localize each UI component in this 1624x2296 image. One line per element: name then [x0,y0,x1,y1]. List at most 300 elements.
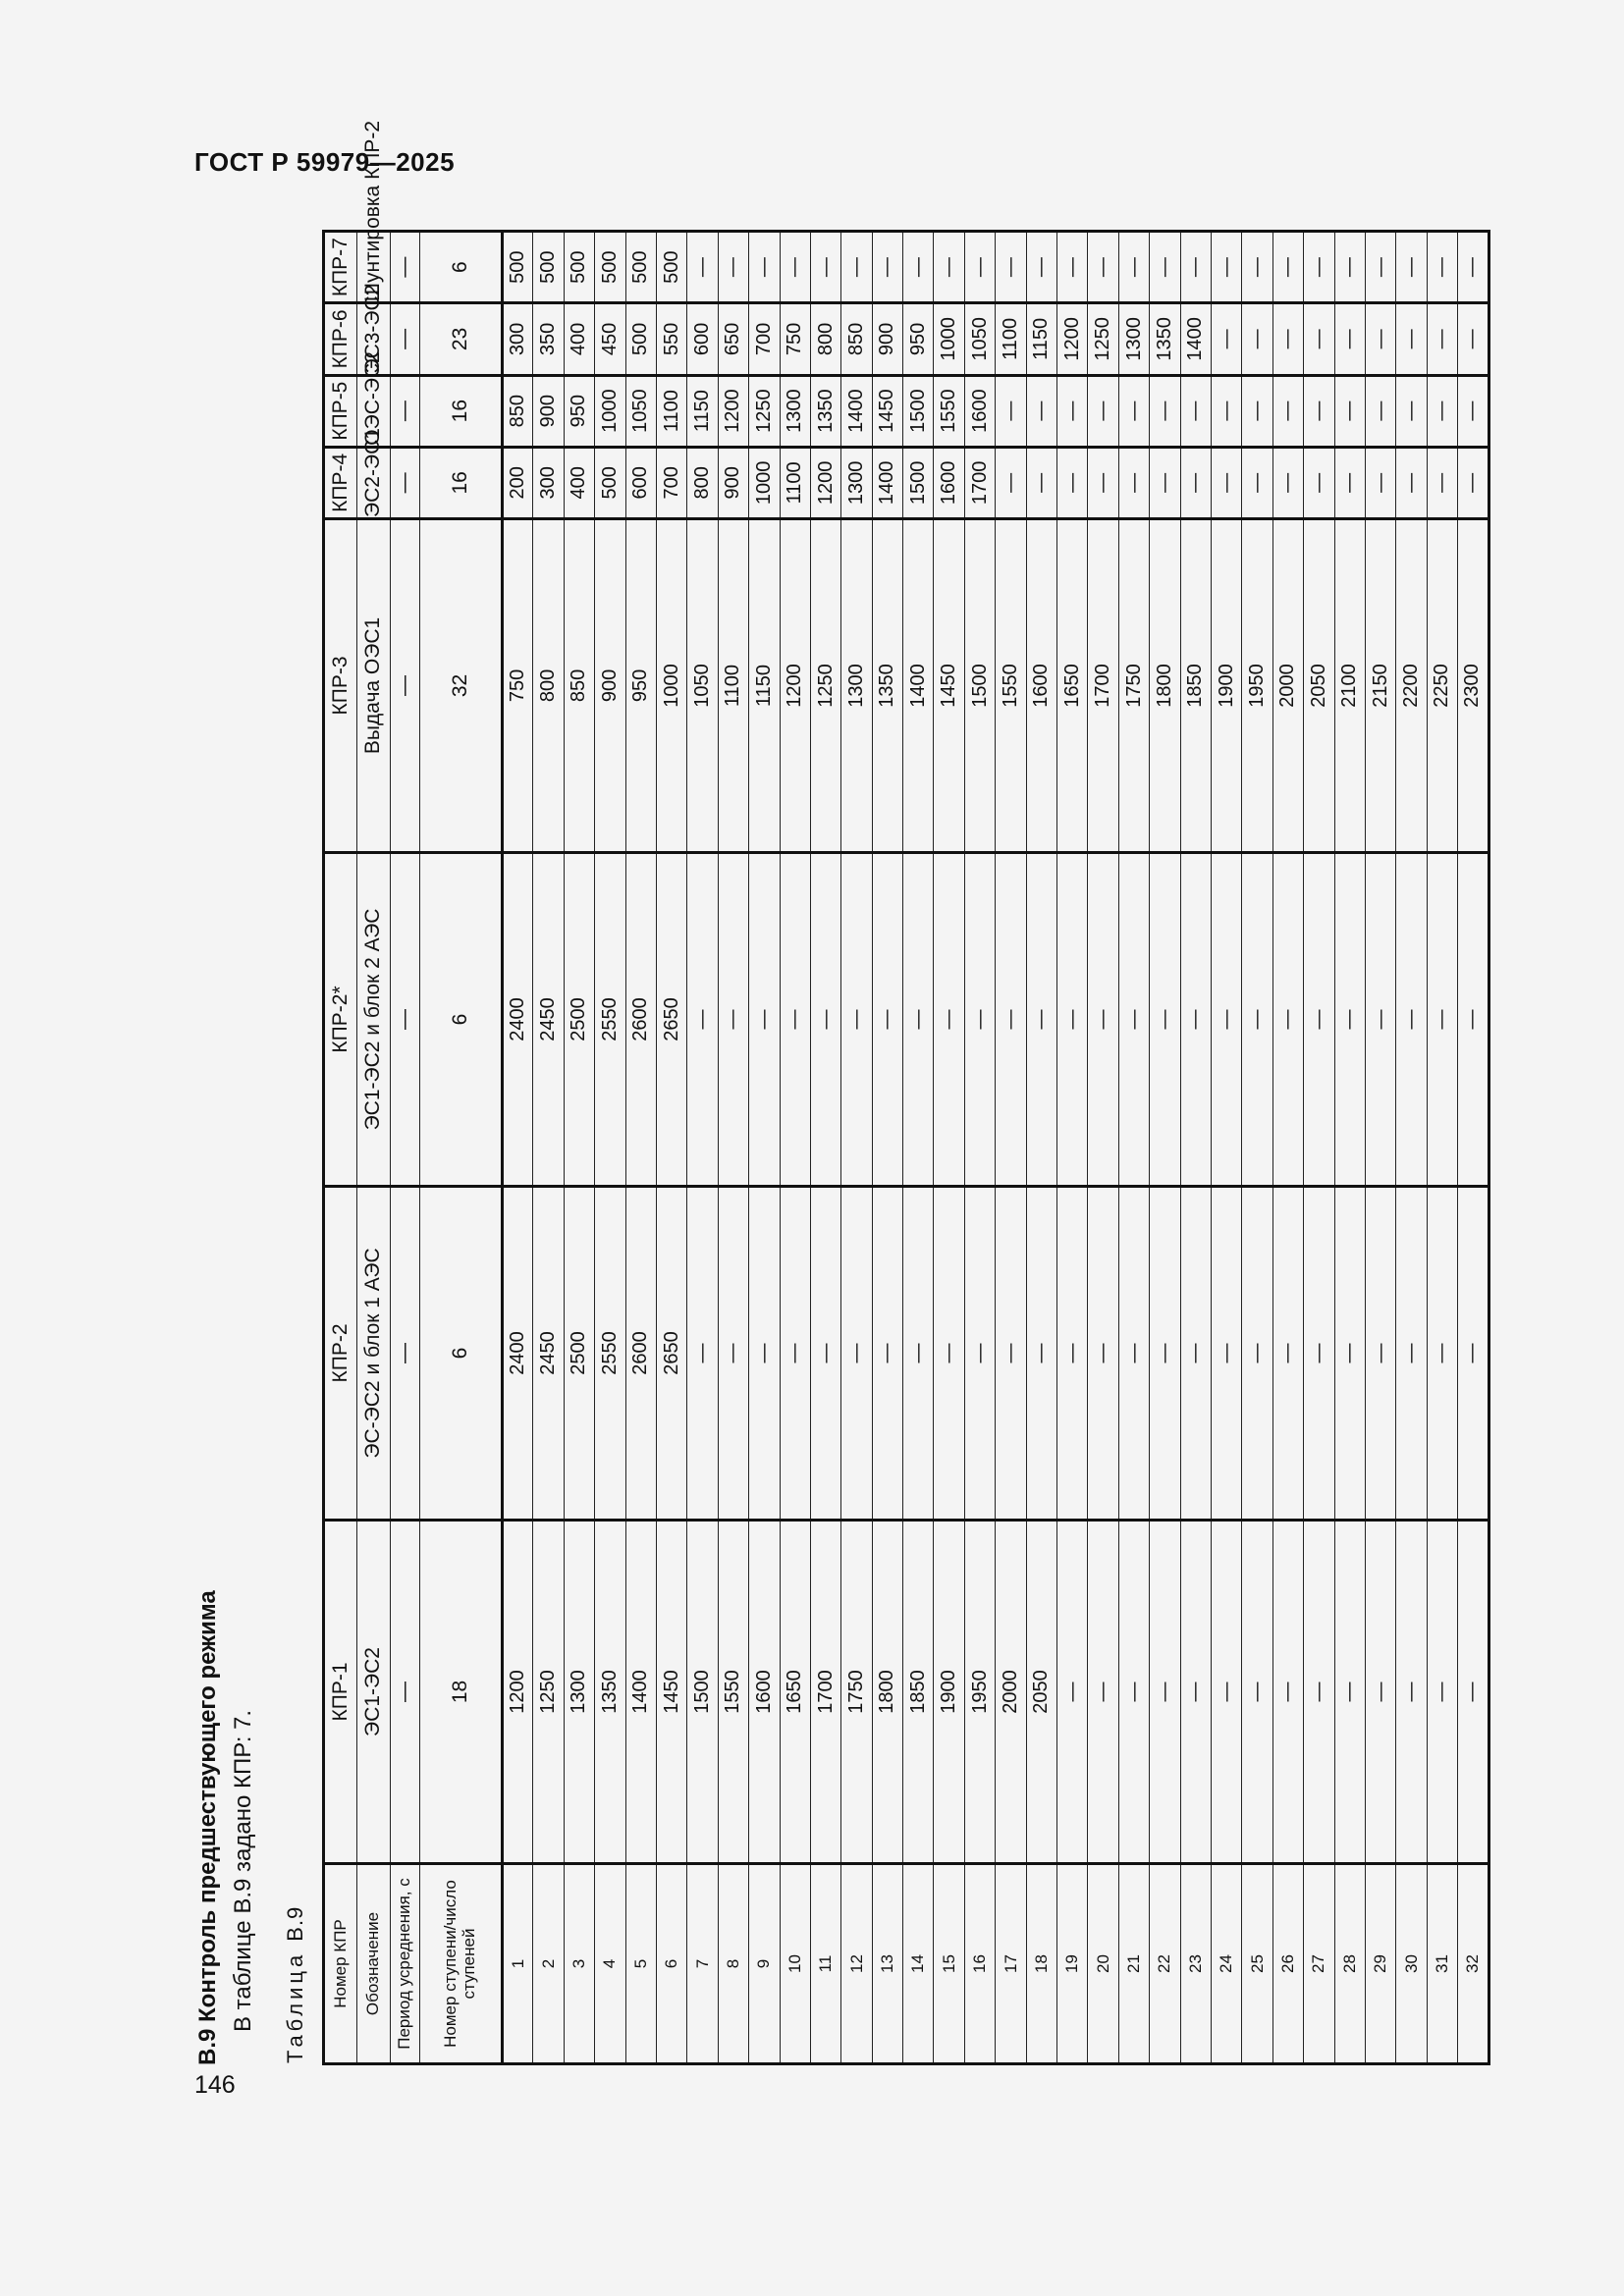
step-number-cell: 12 [841,1864,872,2064]
value-cell: 1550 [996,518,1026,852]
value-cell: — [1211,375,1241,447]
value-cell: 1700 [1088,518,1118,852]
value-cell: 2000 [996,1520,1026,1863]
kpr-number-cell: КПР-7 [324,232,357,303]
table-row [1396,232,1427,2064]
designation-cell: ЭС1-ЭС2 [357,1520,391,1863]
value-cell: — [780,852,810,1186]
step-number-cell: 4 [595,1864,625,2064]
table-caption [283,1906,308,2063]
step-number-cell: 2 [533,1864,564,2064]
value-cell: — [1180,232,1211,303]
value-cell: 2200 [1396,518,1427,852]
period-cell: — [391,852,420,1186]
designation-cell: Шунтировка КПР-2 [357,232,391,303]
step-number-cell: 10 [780,1864,810,2064]
value-cell: 1600 [934,447,964,518]
row-label-kpr-number: Номер КПР [324,1864,357,2064]
table-row [1304,232,1334,2064]
value-cell: 850 [564,518,594,852]
value-cell: — [1458,852,1489,1186]
value-cell: — [780,232,810,303]
value-cell: — [1088,1520,1118,1863]
value-cell: — [1211,1520,1241,1863]
designation-cell: ЭС3-ЭС2 [357,303,391,375]
value-cell: — [1334,447,1365,518]
step-number-cell: 24 [1211,1864,1241,2064]
steps-count-cell: 6 [420,232,503,303]
value-cell: — [810,232,840,303]
value-cell: 750 [780,303,810,375]
steps-count-cell: 6 [420,852,503,1186]
value-cell: — [749,232,780,303]
value-cell: — [1242,232,1272,303]
value-cell: 600 [625,447,656,518]
value-cell: — [903,232,934,303]
value-cell: — [872,852,902,1186]
value-cell: — [903,852,934,1186]
value-cell: 1900 [934,1520,964,1863]
table-row [595,232,625,2064]
value-cell: — [1365,375,1395,447]
value-cell: — [1088,375,1118,447]
value-cell: — [934,1186,964,1520]
value-cell: — [1118,447,1149,518]
value-cell: — [964,232,995,303]
value-cell: 2400 [503,1186,533,1520]
value-cell: 1300 [1118,303,1149,375]
steps-count-cell: 16 [420,375,503,447]
value-cell: — [1272,1186,1303,1520]
page-number: 146 [194,2071,236,2099]
value-cell: — [996,852,1026,1186]
value-cell: 500 [625,303,656,375]
value-cell: — [1272,232,1303,303]
value-cell: 1500 [903,375,934,447]
value-cell: — [1057,447,1088,518]
table-row [996,232,1026,2064]
step-number-cell: 21 [1118,1864,1149,2064]
period-cell: — [391,1186,420,1520]
value-cell: — [1304,1186,1334,1520]
value-cell: 400 [564,303,594,375]
value-cell: — [687,232,718,303]
value-cell: 1200 [810,447,840,518]
value-cell: — [964,1186,995,1520]
value-cell: — [1458,1186,1489,1520]
value-cell: — [1150,232,1180,303]
kpr-number-cell: КПР-2* [324,852,357,1186]
value-cell: — [996,1186,1026,1520]
step-number-cell: 11 [810,1864,840,2064]
value-cell: 700 [656,447,686,518]
value-cell: 2150 [1365,518,1395,852]
period-cell: — [391,518,420,852]
value-cell: — [1180,852,1211,1186]
value-cell: 1750 [841,1520,872,1863]
value-cell: — [1396,375,1427,447]
kpr-number-cell: КПР-2 [324,1186,357,1520]
value-cell: — [1057,232,1088,303]
table-row [1458,232,1489,2064]
value-cell: — [1211,1186,1241,1520]
value-cell: — [749,1186,780,1520]
value-cell: — [1150,1186,1180,1520]
value-cell: — [1242,447,1272,518]
value-cell: — [1334,1520,1365,1863]
table-row [903,232,934,2064]
value-cell: — [1118,232,1149,303]
value-cell: 1100 [718,518,748,852]
value-cell: 950 [625,518,656,852]
value-cell: — [1118,375,1149,447]
table-row [872,232,902,2064]
value-cell: — [1396,1520,1427,1863]
value-cell: — [1272,852,1303,1186]
value-cell: — [1304,303,1334,375]
value-cell: 2550 [595,1186,625,1520]
value-cell: 1350 [872,518,902,852]
value-cell: — [934,232,964,303]
step-number-cell: 9 [749,1864,780,2064]
value-cell: 500 [595,447,625,518]
value-cell: — [841,1186,872,1520]
value-cell: 1450 [934,518,964,852]
value-cell: — [1427,375,1457,447]
value-cell: 1000 [656,518,686,852]
period-cell: — [391,447,420,518]
value-cell: 1850 [903,1520,934,1863]
step-number-cell: 19 [1057,1864,1088,2064]
table-row [1180,232,1211,2064]
step-number-cell: 27 [1304,1864,1334,2064]
value-cell: 1400 [625,1520,656,1863]
value-cell: 1850 [1180,518,1211,852]
row-label-designation: Обозначение [357,1864,391,2064]
value-cell: 1700 [810,1520,840,1863]
steps-count-cell: 23 [420,303,503,375]
value-cell: — [1427,1186,1457,1520]
value-cell: 1100 [996,303,1026,375]
step-number-cell: 3 [564,1864,594,2064]
value-cell: — [1334,303,1365,375]
step-number-cell: 28 [1334,1864,1365,2064]
value-cell: 1100 [780,447,810,518]
value-cell: — [903,1186,934,1520]
value-cell: 2550 [595,852,625,1186]
value-cell: — [1118,852,1149,1186]
step-number-cell: 1 [503,1864,533,2064]
value-cell: — [810,852,840,1186]
value-cell: — [872,1186,902,1520]
value-cell: 1950 [1242,518,1272,852]
value-cell: 1050 [687,518,718,852]
table-body [503,232,1489,2064]
value-cell: 800 [687,447,718,518]
value-cell: 1400 [872,447,902,518]
step-number-cell: 14 [903,1864,934,2064]
value-cell: 2300 [1458,518,1489,852]
value-cell: 1750 [1118,518,1149,852]
table-row [1242,232,1272,2064]
value-cell: 850 [503,375,533,447]
value-cell: — [1088,1186,1118,1520]
value-cell: 2500 [564,1186,594,1520]
steps-count-cell: 18 [420,1520,503,1863]
value-cell: — [1057,375,1088,447]
value-cell: — [1242,852,1272,1186]
designation-cell: Выдача ОЭС1 [357,518,391,852]
value-cell: 1500 [903,447,934,518]
value-cell: — [1150,1520,1180,1863]
step-number-cell: 7 [687,1864,718,2064]
value-cell: 2600 [625,852,656,1186]
value-cell: 750 [503,518,533,852]
value-cell: — [1304,852,1334,1186]
value-cell: — [1458,303,1489,375]
value-cell: — [1057,1186,1088,1520]
value-cell: 1500 [964,518,995,852]
value-cell: 1000 [595,375,625,447]
table-caption-word: Таблица [283,1950,307,2063]
value-cell: 1300 [841,518,872,852]
value-cell: — [996,447,1026,518]
table-caption-number: В.9 [283,1905,307,1942]
value-cell: — [1396,1186,1427,1520]
value-cell: — [1458,232,1489,303]
value-cell: 1600 [749,1520,780,1863]
value-cell: 500 [656,232,686,303]
step-number-cell: 13 [872,1864,902,2064]
value-cell: — [718,232,748,303]
value-cell: 1950 [964,1520,995,1863]
value-cell: 2050 [1304,518,1334,852]
value-cell: — [1365,852,1395,1186]
value-cell: 1300 [564,1520,594,1863]
value-cell: 2650 [656,852,686,1186]
value-cell: — [1365,303,1395,375]
value-cell: 1200 [780,518,810,852]
kpr-number-cell: КПР-3 [324,518,357,852]
step-number-cell: 23 [1180,1864,1211,2064]
value-cell: 1150 [687,375,718,447]
value-cell: 1200 [503,1520,533,1863]
table-row [656,232,686,2064]
value-cell: — [1180,1520,1211,1863]
table-row [749,232,780,2064]
value-cell: 1050 [964,303,995,375]
value-cell: 650 [718,303,748,375]
value-cell: — [780,1186,810,1520]
value-cell: — [996,375,1026,447]
value-cell: — [1242,1520,1272,1863]
kpr-number-cell: КПР-4 [324,447,357,518]
value-cell: 2400 [503,852,533,1186]
table-row [1334,232,1365,2064]
value-cell: 1500 [687,1520,718,1863]
value-cell: — [1272,447,1303,518]
table-row [687,232,718,2064]
value-cell: — [1458,447,1489,518]
value-cell: — [1026,447,1056,518]
value-cell: 300 [503,303,533,375]
value-cell: 1350 [595,1520,625,1863]
value-cell: 1800 [1150,518,1180,852]
value-cell: 500 [503,232,533,303]
value-cell: — [964,852,995,1186]
kpr-number-cell: КПР-1 [324,1520,357,1863]
value-cell: — [1304,232,1334,303]
value-cell: 500 [595,232,625,303]
designation-cell: ЭС-ЭС2 и блок 1 АЭС [357,1186,391,1520]
value-cell: — [1304,1520,1334,1863]
value-cell: — [1026,375,1056,447]
value-cell: 800 [810,303,840,375]
value-cell: — [1427,232,1457,303]
period-cell: — [391,375,420,447]
step-number-cell: 20 [1088,1864,1118,2064]
designation-cell: ОЭС-ЭС2 [357,375,391,447]
value-cell: 2500 [564,852,594,1186]
step-number-cell: 18 [1026,1864,1056,2064]
value-cell: 450 [595,303,625,375]
period-cell: — [391,1520,420,1863]
value-cell: 1150 [1026,303,1056,375]
value-cell: 1800 [872,1520,902,1863]
step-number-cell: 22 [1150,1864,1180,2064]
step-number-cell: 30 [1396,1864,1427,2064]
value-cell: 700 [749,303,780,375]
value-cell: 1400 [1180,303,1211,375]
table-row [1088,232,1118,2064]
value-cell: 1650 [780,1520,810,1863]
value-cell: — [718,1186,748,1520]
value-cell: 400 [564,447,594,518]
value-cell: — [1458,1520,1489,1863]
value-cell: — [1180,447,1211,518]
value-cell: — [1272,375,1303,447]
value-cell: 350 [533,303,564,375]
value-cell: 1700 [964,447,995,518]
value-cell: 1250 [749,375,780,447]
value-cell: 900 [872,303,902,375]
value-cell: — [1304,375,1334,447]
value-cell: — [810,1186,840,1520]
value-cell: — [1334,1186,1365,1520]
value-cell: 900 [718,447,748,518]
designation-cell: ЭС2-ЭС1 [357,447,391,518]
value-cell: 1550 [934,375,964,447]
steps-count-cell: 16 [420,447,503,518]
value-cell: — [1088,447,1118,518]
value-cell: 1600 [964,375,995,447]
value-cell: 500 [564,232,594,303]
value-cell: 2050 [1026,1520,1056,1863]
value-cell: 1350 [810,375,840,447]
value-cell: — [687,852,718,1186]
step-number-cell: 29 [1365,1864,1395,2064]
value-cell: — [1026,1186,1056,1520]
value-cell: 1250 [810,518,840,852]
value-cell: — [1150,852,1180,1186]
value-cell: — [1180,375,1211,447]
value-cell: 2600 [625,1186,656,1520]
table-row [625,232,656,2064]
table-row [1118,232,1149,2064]
step-number-cell: 25 [1242,1864,1272,2064]
value-cell: — [1026,232,1056,303]
value-cell: 1350 [1150,303,1180,375]
steps-count-cell: 6 [420,1186,503,1520]
value-cell: — [718,852,748,1186]
value-cell: 1000 [749,447,780,518]
value-cell: 2650 [656,1186,686,1520]
value-cell: — [1365,1520,1395,1863]
section-text: В таблице В.9 задано КПР: 7. [230,1709,256,2032]
value-cell: 2000 [1272,518,1303,852]
table-row [718,232,748,2064]
value-cell: — [1396,232,1427,303]
value-cell: 2250 [1427,518,1457,852]
value-cell: 1200 [1057,303,1088,375]
value-cell: 800 [533,518,564,852]
value-cell: 1450 [872,375,902,447]
value-cell: 1250 [533,1520,564,1863]
value-cell: — [1211,447,1241,518]
step-number-cell: 26 [1272,1864,1303,2064]
value-cell: 500 [625,232,656,303]
value-cell: — [1396,852,1427,1186]
step-number-cell: 6 [656,1864,686,2064]
value-cell: 300 [533,447,564,518]
document-header: ГОСТ Р 59979—2025 [194,147,456,177]
value-cell: 900 [595,518,625,852]
value-cell: — [1427,303,1457,375]
value-cell: — [1211,232,1241,303]
value-cell: — [1057,852,1088,1186]
period-cell: — [391,232,420,303]
value-cell: — [687,1186,718,1520]
step-number-cell: 8 [718,1864,748,2064]
value-cell: — [1211,852,1241,1186]
table-row [1057,232,1088,2064]
value-cell: 550 [656,303,686,375]
step-number-cell: 16 [964,1864,995,2064]
table-row [1211,232,1241,2064]
value-cell: 1400 [841,375,872,447]
value-cell: — [841,852,872,1186]
value-cell: — [1272,1520,1303,1863]
table-row [1150,232,1180,2064]
value-cell: 850 [841,303,872,375]
value-cell: 200 [503,447,533,518]
table-row [1365,232,1395,2064]
value-cell: 1200 [718,375,748,447]
value-cell: — [1365,1186,1395,1520]
value-cell: — [1118,1186,1149,1520]
table-row [934,232,964,2064]
value-cell: — [1088,852,1118,1186]
step-number-cell: 15 [934,1864,964,2064]
step-number-cell: 31 [1427,1864,1457,2064]
step-number-cell: 17 [996,1864,1026,2064]
value-cell: — [1334,375,1365,447]
value-cell: — [1334,232,1365,303]
value-cell: — [1088,232,1118,303]
table-row [564,232,594,2064]
value-cell: 1050 [625,375,656,447]
table-row [1427,232,1457,2064]
